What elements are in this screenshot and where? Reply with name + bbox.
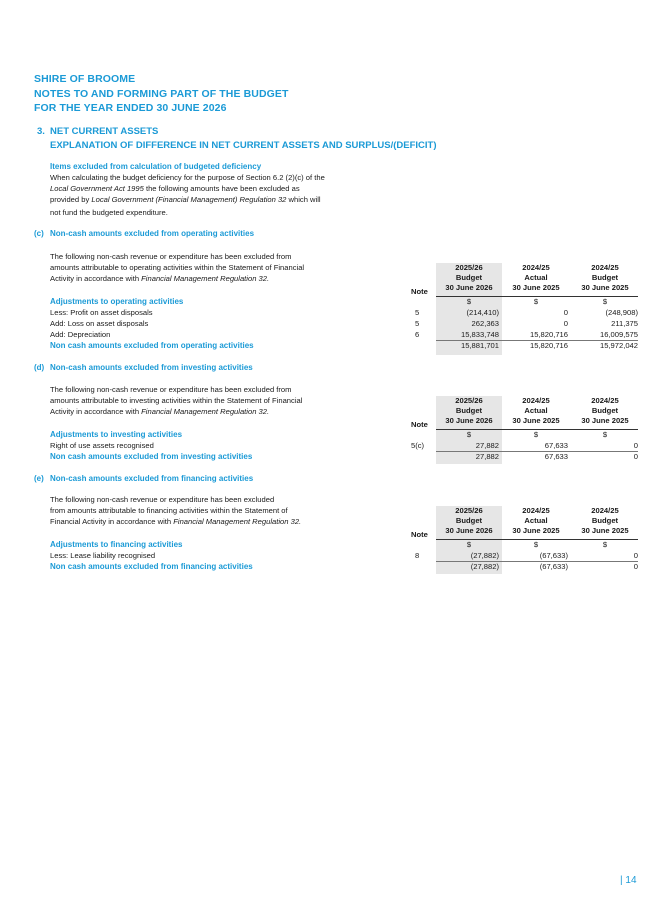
investing-currency-2: $ xyxy=(533,430,539,439)
section-subtitle: EXPLANATION OF DIFFERENCE IN NET CURRENT ASSETS AND SURPLUS/(DEFICIT) xyxy=(50,140,437,151)
financing-total-value: (67,633) xyxy=(539,562,568,571)
operating-total-value: 15,881,701 xyxy=(460,341,499,350)
investing-note-header: Note xyxy=(411,420,428,429)
investing-para-3: Activity in accordance with Financial Management Regulation 32. xyxy=(50,407,270,416)
financing-letter: (e) xyxy=(34,474,44,483)
investing-total-value: 27,882 xyxy=(475,452,499,461)
operating-letter: (c) xyxy=(34,229,44,238)
operating-row-label: Less: Profit on asset disposals xyxy=(50,308,153,317)
operating-row-value: 211,375 xyxy=(611,319,638,328)
operating-row-note: 5 xyxy=(415,319,420,328)
investing-heading: Non-cash amounts excluded from investing activities xyxy=(50,363,253,372)
excluded-line-1: When calculating the budget deficiency for the purpose of Section 6.2 (2)(c) of the xyxy=(50,173,325,182)
operating-currency-2: $ xyxy=(533,297,539,306)
financing-total-label: Non cash amounts excluded from financing activities xyxy=(50,562,253,571)
financing-row-label: Less: Lease liability recognised xyxy=(50,551,156,560)
operating-col1-header: 2025/26 Budget 30 June 2026 xyxy=(445,263,493,292)
operating-para-3: Activity in accordance with Financial Management Regulation 32. xyxy=(50,274,270,283)
financing-row-value: (67,633) xyxy=(539,551,568,560)
excluded-line-2: Local Government Act 1995 the following amounts have been excluded as xyxy=(50,184,300,193)
operating-heading: Non-cash amounts excluded from operating activities xyxy=(50,229,255,238)
operating-currency-3: $ xyxy=(602,297,608,306)
investing-total-label: Non cash amounts excluded from investing activities xyxy=(50,452,253,461)
operating-para-2: amounts attributable to operating activities within the Statement of Financial xyxy=(50,263,305,272)
operating-col2-header: 2024/25 Actual 30 June 2025 xyxy=(512,263,560,292)
operating-note-header: Note xyxy=(411,287,428,296)
excluded-heading: Items excluded from calculation of budgeted deficiency xyxy=(50,162,262,171)
investing-para-1: The following non-cash revenue or expenditure has been excluded from xyxy=(50,385,292,394)
operating-row-value: (248,908) xyxy=(605,308,638,317)
financing-para-1: The following non-cash revenue or expenditure has been excluded xyxy=(50,495,275,504)
financing-currency-1: $ xyxy=(466,540,472,549)
operating-row-label: Add: Loss on asset disposals xyxy=(50,319,149,328)
operating-total-label: Non cash amounts excluded from operating activities xyxy=(50,341,254,350)
financing-note-header: Note xyxy=(411,530,428,539)
financing-col3-header: 2024/25 Budget 30 June 2025 xyxy=(581,506,629,535)
page-number: | 14 xyxy=(620,875,637,886)
operating-row-label: Add: Depreciation xyxy=(50,330,111,339)
investing-row-value: 27,882 xyxy=(475,441,499,450)
financing-para-3: Financial Activity in accordance with Financial Management Regulation 32. xyxy=(50,517,302,526)
investing-row-value: 67,633 xyxy=(544,441,568,450)
investing-row-value: 0 xyxy=(633,441,638,450)
operating-total-value: 15,820,716 xyxy=(529,341,568,350)
operating-row-value: 16,009,575 xyxy=(599,330,638,339)
operating-currency-1: $ xyxy=(466,297,472,306)
investing-letter: (d) xyxy=(34,363,45,372)
header-notes: NOTES TO AND FORMING PART OF THE BUDGET xyxy=(34,88,289,100)
financing-row-value: (27,882) xyxy=(470,551,499,560)
excluded-line-3: provided by Local Government (Financial Management) Regulation 32 which will xyxy=(50,195,321,204)
operating-para-1: The following non-cash revenue or expenditure has been excluded from xyxy=(50,252,292,261)
financing-col2-header: 2024/25 Actual 30 June 2025 xyxy=(512,506,560,535)
operating-row-value: (214,410) xyxy=(466,308,499,317)
investing-total-value: 67,633 xyxy=(544,452,568,461)
investing-currency-3: $ xyxy=(602,430,608,439)
operating-row-note: 5 xyxy=(415,308,420,317)
financing-adjustments-heading: Adjustments to financing activities xyxy=(50,540,183,549)
investing-row-label: Right of use assets recognised xyxy=(50,441,154,450)
operating-row-value: 0 xyxy=(563,319,568,328)
financing-currency-3: $ xyxy=(602,540,608,549)
investing-col2-header: 2024/25 Actual 30 June 2025 xyxy=(512,396,560,425)
section-number: 3. xyxy=(37,126,45,137)
operating-row-value: 262,363 xyxy=(471,319,499,328)
investing-col1-header: 2025/26 Budget 30 June 2026 xyxy=(445,396,493,425)
operating-adjustments-heading: Adjustments to operating activities xyxy=(50,297,184,306)
operating-row-value: 0 xyxy=(563,308,568,317)
financing-heading: Non-cash amounts excluded from financing activities xyxy=(50,474,254,483)
financing-total-value: (27,882) xyxy=(470,562,499,571)
financing-para-2: from amounts attributable to financing activities within the Statement of xyxy=(50,506,288,515)
investing-col3-header: 2024/25 Budget 30 June 2025 xyxy=(581,396,629,425)
operating-row-value: 15,820,716 xyxy=(529,330,568,339)
header-period: FOR THE YEAR ENDED 30 JUNE 2026 xyxy=(34,102,227,114)
financing-row-value: 0 xyxy=(633,551,638,560)
header-org: SHIRE OF BROOME xyxy=(34,73,136,85)
financing-row-note: 8 xyxy=(415,551,420,560)
investing-currency-1: $ xyxy=(466,430,472,439)
financing-currency-2: $ xyxy=(533,540,539,549)
financing-total-value: 0 xyxy=(633,562,638,571)
investing-total-value: 0 xyxy=(633,452,638,461)
operating-row-value: 15,833,748 xyxy=(460,330,499,339)
investing-para-2: amounts attributable to investing activities within the Statement of Financial xyxy=(50,396,303,405)
operating-row-note: 6 xyxy=(415,330,420,339)
financing-col1-header: 2025/26 Budget 30 June 2026 xyxy=(445,506,493,535)
operating-col3-header: 2024/25 Budget 30 June 2025 xyxy=(581,263,629,292)
investing-adjustments-heading: Adjustments to investing activities xyxy=(50,430,183,439)
section-title: NET CURRENT ASSETS xyxy=(50,126,159,137)
operating-total-value: 15,972,042 xyxy=(599,341,638,350)
investing-row-note: 5(c) xyxy=(411,441,425,450)
excluded-line-4: not fund the budgeted expenditure. xyxy=(50,208,168,217)
